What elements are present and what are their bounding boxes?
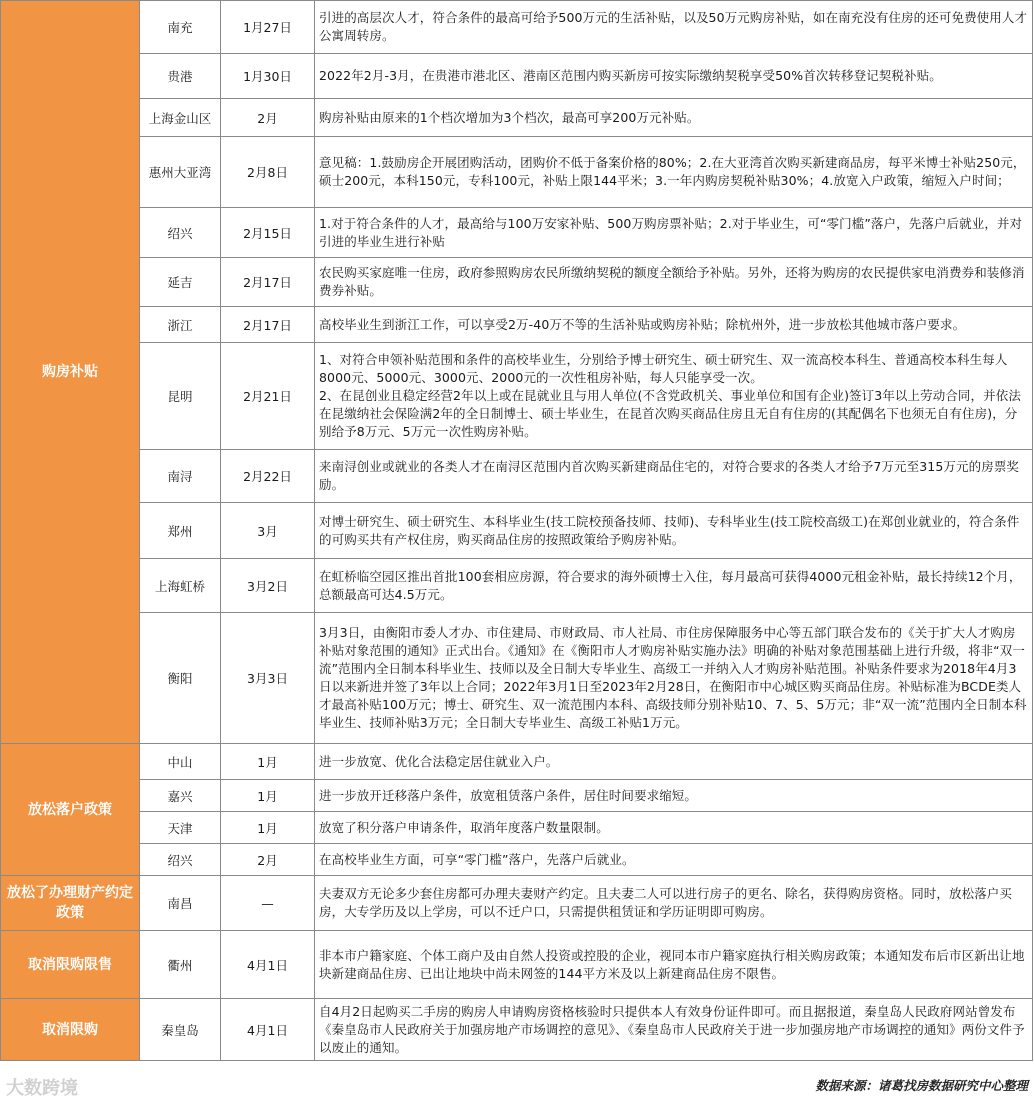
city-cell: 嘉兴 — [140, 780, 221, 812]
date-cell: 1月 — [221, 812, 315, 844]
policy-description: 农民购买家庭唯一住房，政府参照购房农民所缴纳契税的额度全额给予补贴。另外，还将为购房的农民提供家电消费券和装修消费券补贴。 — [315, 258, 1033, 307]
footer — [0, 1074, 1034, 1099]
policy-description: 引进的高层次人才，符合条件的最高可给予500万元的生活补贴，以及50万元购房补贴，如在南充没有住房的还可免费使用人才公寓周转房。 — [315, 1, 1033, 54]
date-cell: 2月15日 — [221, 208, 315, 258]
city-cell: 衢州 — [140, 931, 221, 999]
date-cell: 2月 — [221, 844, 315, 876]
table-row — [1, 258, 1033, 307]
date-cell: 1月30日 — [221, 54, 315, 99]
policy-description: 3月3日，由衡阳市委人才办、市住建局、市财政局、市人社局、市住房保障服务中心等五部门联合发布的《关于扩大人才购房补贴对象范围的通知》正式出台。《通知》在《衡阳市人才购房补贴实施办法》明确的补贴对象范围基础上进行升级，将非“双一流”范围内全日制本科毕业生、技师以及全日制大专毕业生、高级工一并纳入人才购房补贴范围。补贴条件要求为2018年4月3日以来新进并签了3年以上合同；2022年3月1日至2023年2月28日，在衡阳市中心城区购买商品住房。补贴标准为BCDE类人才最高补贴100万元；博士、研究生、双一流范围内本科、高级技师分别补贴10、7、5、5万元；非“双一流”范围内全日制本科毕业生、技师补贴3万元；全日制大专毕业生、高级工补贴1万元。 — [315, 613, 1033, 744]
policy-description: 1、对符合申领补贴范围和条件的高校毕业生，分别给予博士研究生、硕士研究生、双一流高校本科生、普通高校本科生每人8000元、5000元、3000元、2000元的一次性租房补贴，每人只能享受一次。 2、在昆创业且稳定经营2年以上或在昆就业且与用人单位(不含党政机关、事业单位和国有企业)签订3年以上劳动合同，并依法在昆缴纳社会保险满2年的全日制博士、硕士毕业生，在昆首次购买商品住房且无自有住房的(其配偶名下也须无自有住房)，分别给予8万元、5万元一次性购房补贴。 — [315, 343, 1033, 450]
city-cell: 南充 — [140, 1, 221, 54]
category-relax-hukou: 放松落户政策 — [1, 744, 140, 876]
policy-description: 意见稿：1.鼓励房企开展团购活动，团购价不低于备案价格的80%；2.在大亚湾首次购买新建商品房，每平米博士补贴250元，硕士200元，本科150元，专科100元，补贴上限144平米；3.一年内购房契税补贴30%；4.放宽入户政策，缩短入户时间； — [315, 137, 1033, 208]
category-property-agreement: 放松了办理财产约定政策 — [1, 876, 140, 931]
table-row — [1, 812, 1033, 844]
table-row — [1, 1, 1033, 54]
city-cell: 天津 — [140, 812, 221, 844]
city-cell: 南昌 — [140, 876, 221, 931]
date-cell: 2月8日 — [221, 137, 315, 208]
date-cell: 2月22日 — [221, 450, 315, 503]
city-cell: 南浔 — [140, 450, 221, 503]
city-cell: 绍兴 — [140, 208, 221, 258]
date-cell: 4月1日 — [221, 931, 315, 999]
date-cell: 1月 — [221, 780, 315, 812]
date-cell: 2月17日 — [221, 258, 315, 307]
table-row — [1, 780, 1033, 812]
category-housing-subsidy: 购房补贴 — [1, 1, 140, 744]
table-row — [1, 613, 1033, 744]
policy-description: 2022年2月-3月，在贵港市港北区、港南区范围内购买新房可按实际缴纳契税享受50%首次转移登记契税补贴。 — [315, 54, 1033, 99]
data-source-note: 数据来源：诸葛找房数据研究中心整理 — [815, 1078, 1028, 1093]
table-row — [1, 744, 1033, 780]
date-cell: 2月17日 — [221, 307, 315, 343]
table-row — [1, 450, 1033, 503]
date-cell: 4月1日 — [221, 999, 315, 1061]
policy-description: 对博士研究生、硕士研究生、本科毕业生(技工院校预备技师、技师)、专科毕业生(技工院校高级工)在郑创业就业的，符合条件的可购买共有产权住房，购买商品住房的按照政策给予购房补贴。 — [315, 503, 1033, 559]
date-cell: 2月 — [221, 99, 315, 137]
date-cell: 1月27日 — [221, 1, 315, 54]
date-cell: 3月2日 — [221, 559, 315, 613]
watermark-logo: 大数跨境 — [6, 1078, 78, 1099]
city-cell: 延吉 — [140, 258, 221, 307]
policy-description: 来南浔创业或就业的各类人才在南浔区范围内首次购买新建商品住宅的，对符合要求的各类人才给予7万元至315万元的房票奖励。 — [315, 450, 1033, 503]
table-row — [1, 99, 1033, 137]
policy-description: 自4月2日起购买二手房的购房人申请购房资格核验时只提供本人有效身份证件即可。而且据报道，秦皇岛人民政府网站曾发布《秦皇岛市人民政府关于加强房地产市场调控的意见》、《秦皇岛市人民政府关于进一步加强房地产市场调控的通知》两份文件予以废止的通知。 — [315, 999, 1033, 1061]
date-cell: 3月 — [221, 503, 315, 559]
city-cell: 秦皇岛 — [140, 999, 221, 1061]
city-cell: 绍兴 — [140, 844, 221, 876]
table-row — [1, 54, 1033, 99]
policy-description: 1.对于符合条件的人才，最高给与100万安家补贴、500万购房票补贴；2.对于毕业生，可“零门槛”落户，先落户后就业，并对引进的毕业生进行补贴 — [315, 208, 1033, 258]
city-cell: 昆明 — [140, 343, 221, 450]
policy-description: 放宽了积分落户申请条件，取消年度落户数量限制。 — [315, 812, 1033, 844]
city-cell: 衡阳 — [140, 613, 221, 744]
policy-description: 在高校毕业生方面，可享“零门槛”落户，先落户后就业。 — [315, 844, 1033, 876]
table-row — [1, 844, 1033, 876]
table-row — [1, 307, 1033, 343]
date-cell: — — [221, 876, 315, 931]
table-row — [1, 559, 1033, 613]
city-cell: 惠州大亚湾 — [140, 137, 221, 208]
policy-description: 夫妻双方无论多少套住房都可办理夫妻财产约定。且夫妻二人可以进行房子的更名、除名，获得购房资格。同时，放松落户买房，大专学历及以上学房，可以不迁户口，只需提供租赁证和学历证明即可购房。 — [315, 876, 1033, 931]
policy-description: 购房补贴由原来的1个档次增加为3个档次，最高可享200万元补贴。 — [315, 99, 1033, 137]
table-row — [1, 208, 1033, 258]
table-row — [1, 999, 1033, 1061]
policy-description: 进一步放宽、优化合法稳定居住就业入户。 — [315, 744, 1033, 780]
policy-description: 非本市户籍家庭、个体工商户及由自然人投资或控股的企业，视同本市户籍家庭执行相关购房政策；本通知发布后市区新出让地块新建商品住房、已出让地块中尚未网签的144平方米及以上新建商品住房不限售。 — [315, 931, 1033, 999]
table-row — [1, 876, 1033, 931]
city-cell: 中山 — [140, 744, 221, 780]
date-cell: 3月3日 — [221, 613, 315, 744]
city-cell: 郑州 — [140, 503, 221, 559]
table-row — [1, 137, 1033, 208]
city-cell: 上海金山区 — [140, 99, 221, 137]
category-cancel-purchase-limit: 取消限购 — [1, 999, 140, 1061]
category-cancel-purchase-sale-limit: 取消限购限售 — [1, 931, 140, 999]
table-row — [1, 503, 1033, 559]
date-cell: 1月 — [221, 744, 315, 780]
city-cell: 贵港 — [140, 54, 221, 99]
date-cell: 2月21日 — [221, 343, 315, 450]
city-cell: 浙江 — [140, 307, 221, 343]
table-row — [1, 931, 1033, 999]
city-cell: 上海虹桥 — [140, 559, 221, 613]
policy-description: 在虹桥临空园区推出首批100套相应房源，符合要求的海外硕博士入住，每月最高可获得4000元租金补贴，最长持续12个月，总额最高可达4.5万元。 — [315, 559, 1033, 613]
policy-description: 高校毕业生到浙江工作，可以享受2万-40万不等的生活补贴或购房补贴；除杭州外，进一步放松其他城市落户要求。 — [315, 307, 1033, 343]
table-row — [1, 343, 1033, 450]
policy-description: 进一步放开迁移落户条件，放宽租赁落户条件，居住时间要求缩短。 — [315, 780, 1033, 812]
